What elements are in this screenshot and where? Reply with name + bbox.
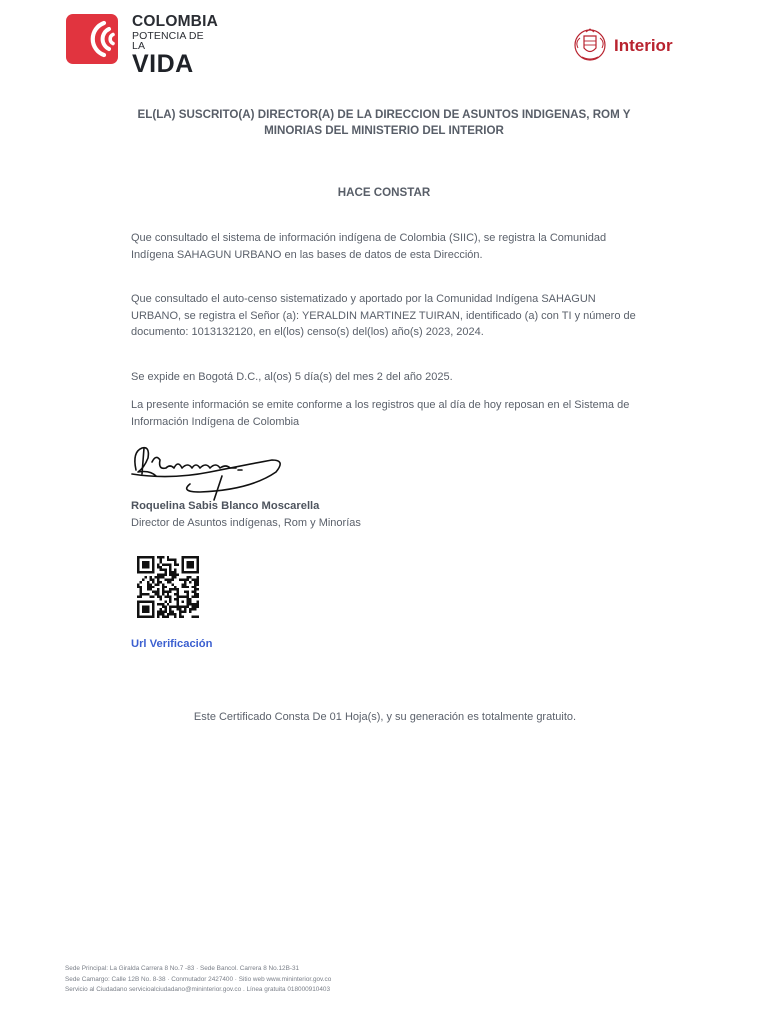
- verification-url-link[interactable]: Url Verificación: [131, 638, 213, 650]
- paragraph-information-basis: La presente información se emite conforme a los registros que al día de hoy reposan en el Sistema de Información Indígena de Colombia: [131, 399, 630, 428]
- brand-signal-icon: [66, 14, 118, 64]
- paragraph-issue-date: Se expide en Bogotá D.C., al(os) 5 día(s) del mes 2 del año 2025.: [131, 371, 453, 383]
- paragraph-community-registration: Que consultado el sistema de información indígena de Colombia (SIIC), se registra la Comunidad Indígena SAHAGUN URBANO en las bases de datos de esta Dirección.: [131, 232, 607, 261]
- footer-contact-info: [65, 964, 331, 996]
- coat-of-arms-icon: [572, 26, 608, 64]
- colombia-potencia-de-la-vida-logo: [66, 13, 218, 78]
- footer-line-2: Sede Camargo: Calle 12B No. 8-38 · Conmutador 2427400 · Sitio web www.mininterior.gov.co: [65, 975, 332, 983]
- footer-line-1: Sede Principal: La Giralda Carrera 8 No.7 -83 · Sede Bancol. Carrera 8 No.12B-31: [65, 965, 300, 972]
- issuer-heading: EL(LA) SUSCRITO(A) DIRECTOR(A) DE LA DIRECCION DE ASUNTOS INDIGENAS, ROM Y MINORIAS DEL MINISTERIO DEL INTERIOR: [137, 108, 631, 137]
- brand-line-2: POTENCIA DE LA: [132, 29, 204, 52]
- footer-line-3: Servicio al Ciudadano servicioalciudadano@mininterior.gov.co . Línea gratuita 018000910403: [65, 986, 331, 994]
- brand-line-1: COLOMBIA: [132, 13, 218, 30]
- brand-line-3: VIDA: [132, 49, 194, 78]
- handwritten-signature: [130, 440, 286, 502]
- ministerio-interior-logo: [572, 26, 692, 66]
- certificate-note: Este Certificado Consta De 01 Hoja(s), y su generación es totalmente gratuito.: [193, 711, 577, 723]
- verification-qr-code[interactable]: [137, 556, 199, 618]
- document-title: HACE CONSTAR: [337, 186, 431, 199]
- ministry-name: Interior: [614, 36, 673, 55]
- signer-title: Director de Asuntos indígenas, Rom y Minorías: [131, 517, 361, 529]
- signer-name: Roquelina Sabis Blanco Moscarella: [131, 500, 320, 512]
- paragraph-census-registration: Que consultado el auto-censo sistematizado y aportado por la Comunidad Indígena SAHAGUN URBANO, se registra el Señor (a): YERALDIN MARTINEZ TUIRAN, identificado (a) con TI y número de documento: 1013132120, en el(los) censo(s) del(los) año(s) 2023, 2024.: [131, 293, 636, 338]
- brand-wordmark: [132, 14, 218, 77]
